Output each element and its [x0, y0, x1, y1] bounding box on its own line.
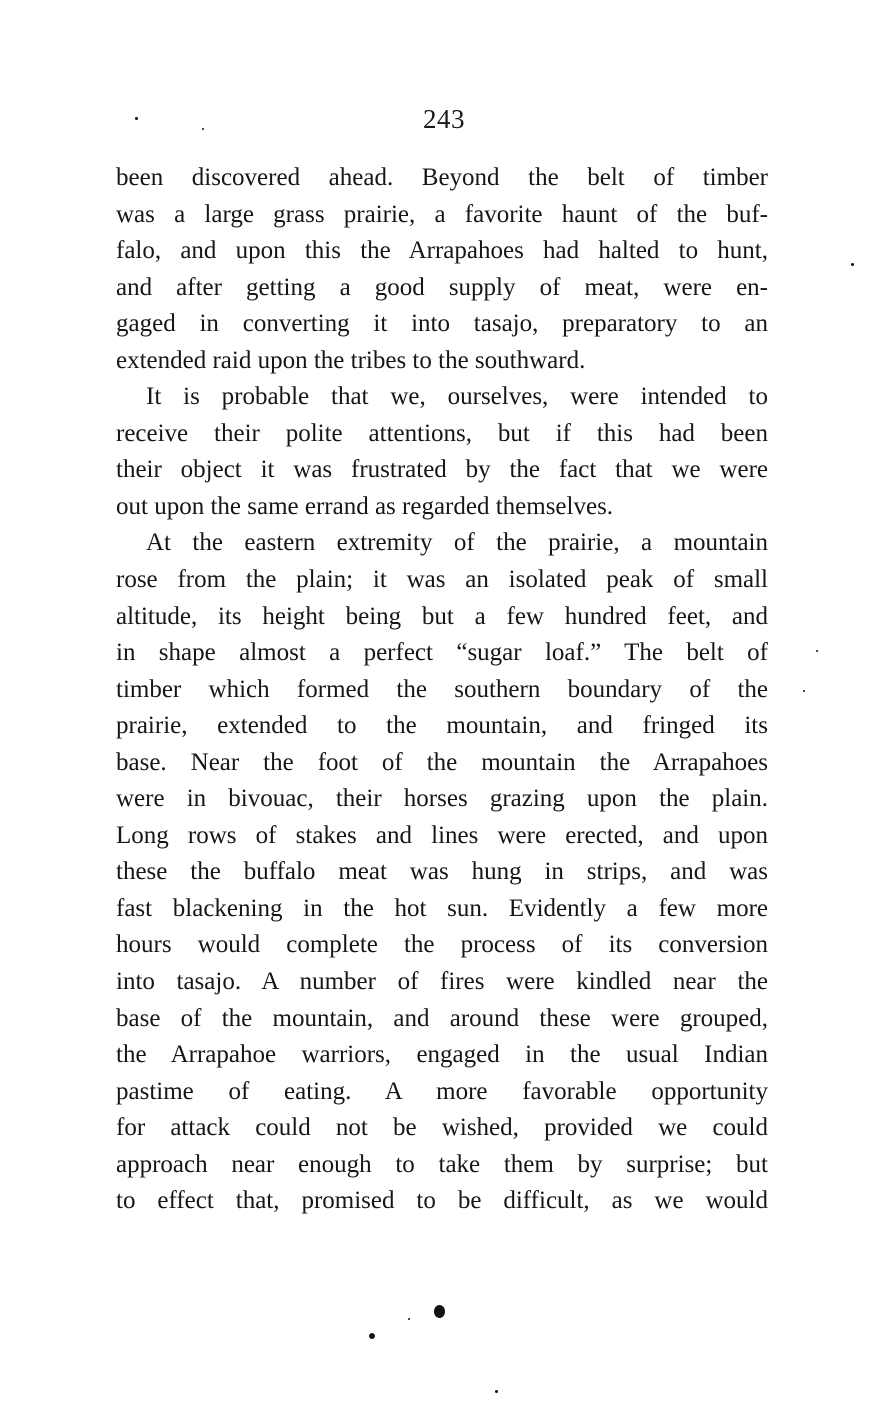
text-line: fast blackening in the hot sun. Evidently a few more — [116, 894, 768, 922]
text-line: their object it was frustrated by the fact that we were — [116, 456, 768, 484]
page-number: 243 — [423, 104, 465, 134]
text-line: out upon the same errand as regarded themselves. — [116, 492, 614, 520]
ink-speck — [202, 128, 204, 130]
paragraph — [116, 525, 768, 1219]
text-line: receive their polite attentions, but if this had been — [116, 419, 768, 447]
text-line: base of the mountain, and around these were grouped, — [116, 1004, 768, 1032]
paragraph — [116, 160, 768, 379]
ink-speck — [408, 1318, 410, 1320]
text-line: for attack could not be wished, provided we could — [116, 1114, 768, 1142]
text-line: pastime of eating. A more favorable opportunity — [116, 1077, 768, 1105]
text-line: in shape almost a perfect “sugar loaf.” The belt of — [116, 639, 768, 667]
text-line: timber which formed the southern boundary of the — [116, 675, 768, 703]
text-line: hours would complete the process of its conversion — [116, 931, 768, 959]
text-line: into tasajo. A number of fires were kindled near the — [116, 968, 768, 996]
text-line: approach near enough to take them by surprise; but — [116, 1150, 768, 1178]
text-line: and after getting a good supply of meat, were en- — [116, 273, 768, 301]
text-line: Long rows of stakes and lines were erected, and upon — [116, 821, 768, 849]
text-line: was a large grass prairie, a favorite haunt of the buf- — [116, 200, 768, 228]
ink-speck — [369, 1333, 375, 1339]
text-line: At the eastern extremity of the prairie, a mountain — [146, 529, 768, 557]
text-line: altitude, its height being but a few hundred feet, and — [116, 602, 768, 630]
text-line: base. Near the foot of the mountain the Arrapahoes — [116, 748, 768, 776]
text-line: falo, and upon this the Arrapahoes had halted to hunt, — [116, 237, 768, 265]
paragraph — [116, 379, 768, 525]
text-line: to effect that, promised to be difficult, as we would — [116, 1187, 768, 1215]
text-line: were in bivouac, their horses grazing upon the plain. — [116, 785, 768, 813]
text-line: the Arrapahoe warriors, engaged in the usual Indian — [116, 1041, 768, 1069]
text-line: gaged in converting it into tasajo, preparatory to an — [116, 310, 768, 338]
text-line: these the buffalo meat was hung in strips, and was — [116, 858, 768, 886]
ink-speck — [434, 1305, 445, 1318]
ink-speck — [495, 1390, 498, 1393]
ink-speck — [803, 690, 805, 692]
body-text — [116, 160, 768, 1220]
text-line: prairie, extended to the mountain, and fringed its — [116, 712, 768, 740]
text-line: been discovered ahead. Beyond the belt of timber — [116, 164, 768, 191]
ink-speck — [135, 117, 138, 120]
text-line: extended raid upon the tribes to the southward. — [116, 346, 586, 374]
ink-speck — [851, 263, 854, 266]
text-line: It is probable that we, ourselves, were intended to — [146, 383, 768, 411]
text-line: rose from the plain; it was an isolated peak of small — [116, 566, 768, 594]
ink-speck — [816, 650, 818, 652]
